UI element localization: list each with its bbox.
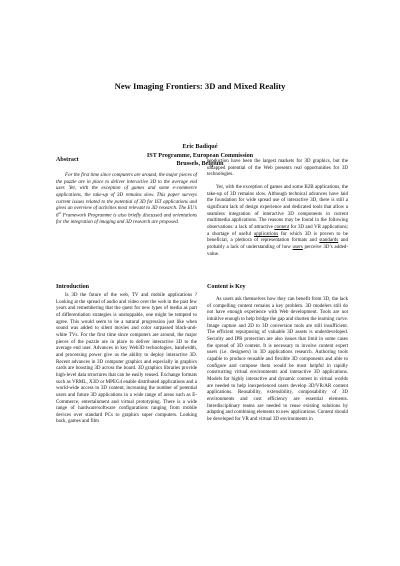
right-p2-part-e: perceive 3D’s added-value. xyxy=(207,244,348,257)
right-paragraph-3: As users ask themselves how they can benefit from 3D, the lack of compelling content remains a key problem. 3D modelers still do not have enough experience with Web development. Tools are not intuitive enough to help bridge the gap and shorten the learning curve. Image capture and 2D to 3D conversion tools are still insufficient. The efficient repurposing of valuable 3D assets is underdeveloped. Security and IPR protection are also issues that limit in some cases the spread of 3D content. It is necessary to involve content expert users (i.e. designers) in 3D applications research. Authoring tools capable to produce reusable and flexible 3D components and able to configure and compose them would be most helpful in rapidly constructing virtual environments and interactive 3D applications. Models for highly interactive and dynamic content in virtual worlds are needed to help inexperienced users develop 3D/VR/AR content applications. Reusability, extensibility, composability of 3D environments and cost efficiency are essential elements. Interdisciplinary teams are needed to reuse existing solutions by adapting and combining elements to new applications. Content should be developed for VR and virtual 3D environments in xyxy=(207,297,348,422)
author-name: Eric Badiqué xyxy=(182,143,218,150)
introduction-heading: Introduction xyxy=(56,284,90,290)
abstract-text-part-a: For the first time since computers are around, the major pieces of the puzzle are in place to deliver interactive 3D to the average end user. Yet, with the exception of games and some e-commerce applications, the take-up of 3D remains slow. This paper surveys current issues related to the potential of 3D for IST applications and gives an overview of activities most relevant to 3D research. The EU’s 6 xyxy=(56,173,197,219)
introduction-text: Is 3D the future of the web, TV and mobile applications ? Looking at the spread of audio and video over the web in the past few years and remembering that the quest for new types of media as part of differentiation strategies is unstoppable, one might be tempted to agree. This would seem to be a natural progression just like when sound was added to silent movies and color surpassed black-and-white TVs. For the first time since computers are around, the major pieces of the puzzle are in place to deliver interactive 3D to the average end user. Advances in key Web3D technologies, bandwidth, and processing power give us the ability to deploy interactive 3D. Recent advances in 3D computer graphics and especially in graphics cards are boosting 3D across the board. 3D graphics libraries provide high-level data structures that can be easily reused. Exchange formats such as VRML, X3D or MPEG4 enable distributed applications and a world-wide access to 3D content, increasing the number of potential users and future 3D applications in a wide range of areas such as E-Commerce, entertainment and virtual prototyping. There is a wide range of hardware/software configurations ranging from mobile devices over standard PCs to graphics super computers. Looking back, games and film xyxy=(56,293,197,425)
right-paragraph-2 xyxy=(207,185,348,258)
content-is-key-heading: Content is Key xyxy=(207,284,246,290)
underlined-applications: applications xyxy=(253,231,279,237)
abstract-text-part-b: Framework Programme is also briefly discussed and orientations for the integration of imaging and 3D research are proposed. xyxy=(56,213,197,226)
author-location: Brussels, Belgium xyxy=(176,160,224,168)
right-p2-part-c: for which 3D is proven to be beneficial, a plethora of representation formats and xyxy=(207,231,349,244)
underlined-standards: standards xyxy=(319,238,339,244)
underlined-users: users xyxy=(292,244,303,250)
abstract-superscript: th xyxy=(58,210,62,215)
abstract-heading: Abstract xyxy=(56,157,79,163)
author-affiliation: IST Programme, European Commission xyxy=(146,151,254,159)
right-p2-part-b: for 3D and VR applications; a shortage of useful xyxy=(207,224,349,237)
right-paragraph-1: production have been the largest markets for 3D graphics, but the untapped potential of the Web presents real opportunities for 3D technologies. xyxy=(207,159,348,178)
right-p2-part-d: and probably a lack of understanding of how xyxy=(207,238,348,250)
paper-title: New Imaging Frontiers: 3D and Mixed Reality xyxy=(114,81,286,91)
underlined-content: content xyxy=(274,224,290,230)
abstract-text xyxy=(56,173,197,227)
right-p2-part-a: Yet, with the exception of games and some B2B applications, the take-up of 3D remains slow. Although technical advances have laid the foundation for wide spread use of interactive 3D, there is still a significant lack of design experience and dedicated tools that allow a seamless integration of interactive 3D components in current multimedia applications. The reasons may be found in the following observations: a lack of attractive xyxy=(207,185,348,230)
